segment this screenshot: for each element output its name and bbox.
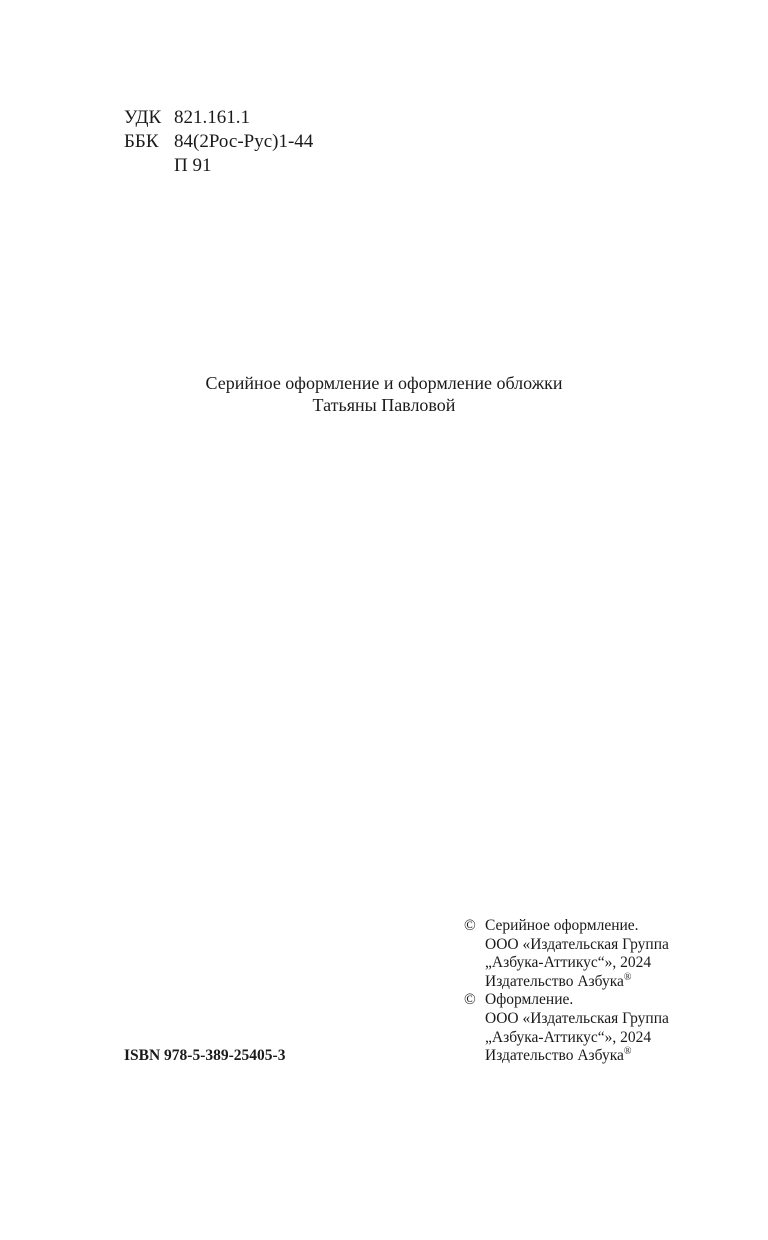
udk-label: УДК	[124, 107, 162, 128]
copyright-line: ООО «Издательская Группа	[485, 1009, 669, 1027]
copyright-line: Серийное оформление.	[485, 917, 639, 934]
publisher-name: Издательство Азбука	[485, 972, 624, 990]
bbk-value: 84(2Рос-Рус)1-44	[174, 131, 314, 152]
registered-mark: ®	[623, 971, 632, 983]
design-credit-line-1: Серийное оформление и оформление обложки	[205, 373, 563, 393]
copyright-sign: ©	[464, 991, 476, 1009]
bbk-label: ББК	[124, 131, 159, 152]
copyright-sign: ©	[464, 917, 476, 934]
udk-row	[124, 106, 313, 130]
bbk-row	[124, 130, 313, 154]
copyright-line	[485, 1047, 669, 1066]
copyright-line: Оформление.	[485, 991, 574, 1009]
udk-value: 821.161.1	[174, 107, 250, 128]
copyright-block	[464, 917, 669, 1066]
author-mark-row	[124, 154, 313, 178]
copyright-line: ООО «Издательская Группа	[485, 935, 669, 953]
copyright-line	[485, 973, 669, 992]
copyright-entry	[464, 917, 669, 991]
registered-mark: ®	[623, 1046, 632, 1057]
design-credit-line-2: Татьяны Павловой	[312, 395, 456, 415]
copyright-line: „Азбука-Аттикус“», 2024	[485, 954, 652, 972]
isbn: ISBN 978-5-389-25405-3	[124, 1047, 286, 1064]
copyright-line: „Азбука-Аттикус“», 2024	[485, 1028, 652, 1046]
catalog-block	[124, 106, 313, 178]
copyright-entry	[464, 991, 669, 1065]
design-credit	[0, 372, 768, 416]
author-mark: П 91	[174, 155, 212, 176]
publisher-name: Издательство Азбука	[485, 1047, 624, 1065]
